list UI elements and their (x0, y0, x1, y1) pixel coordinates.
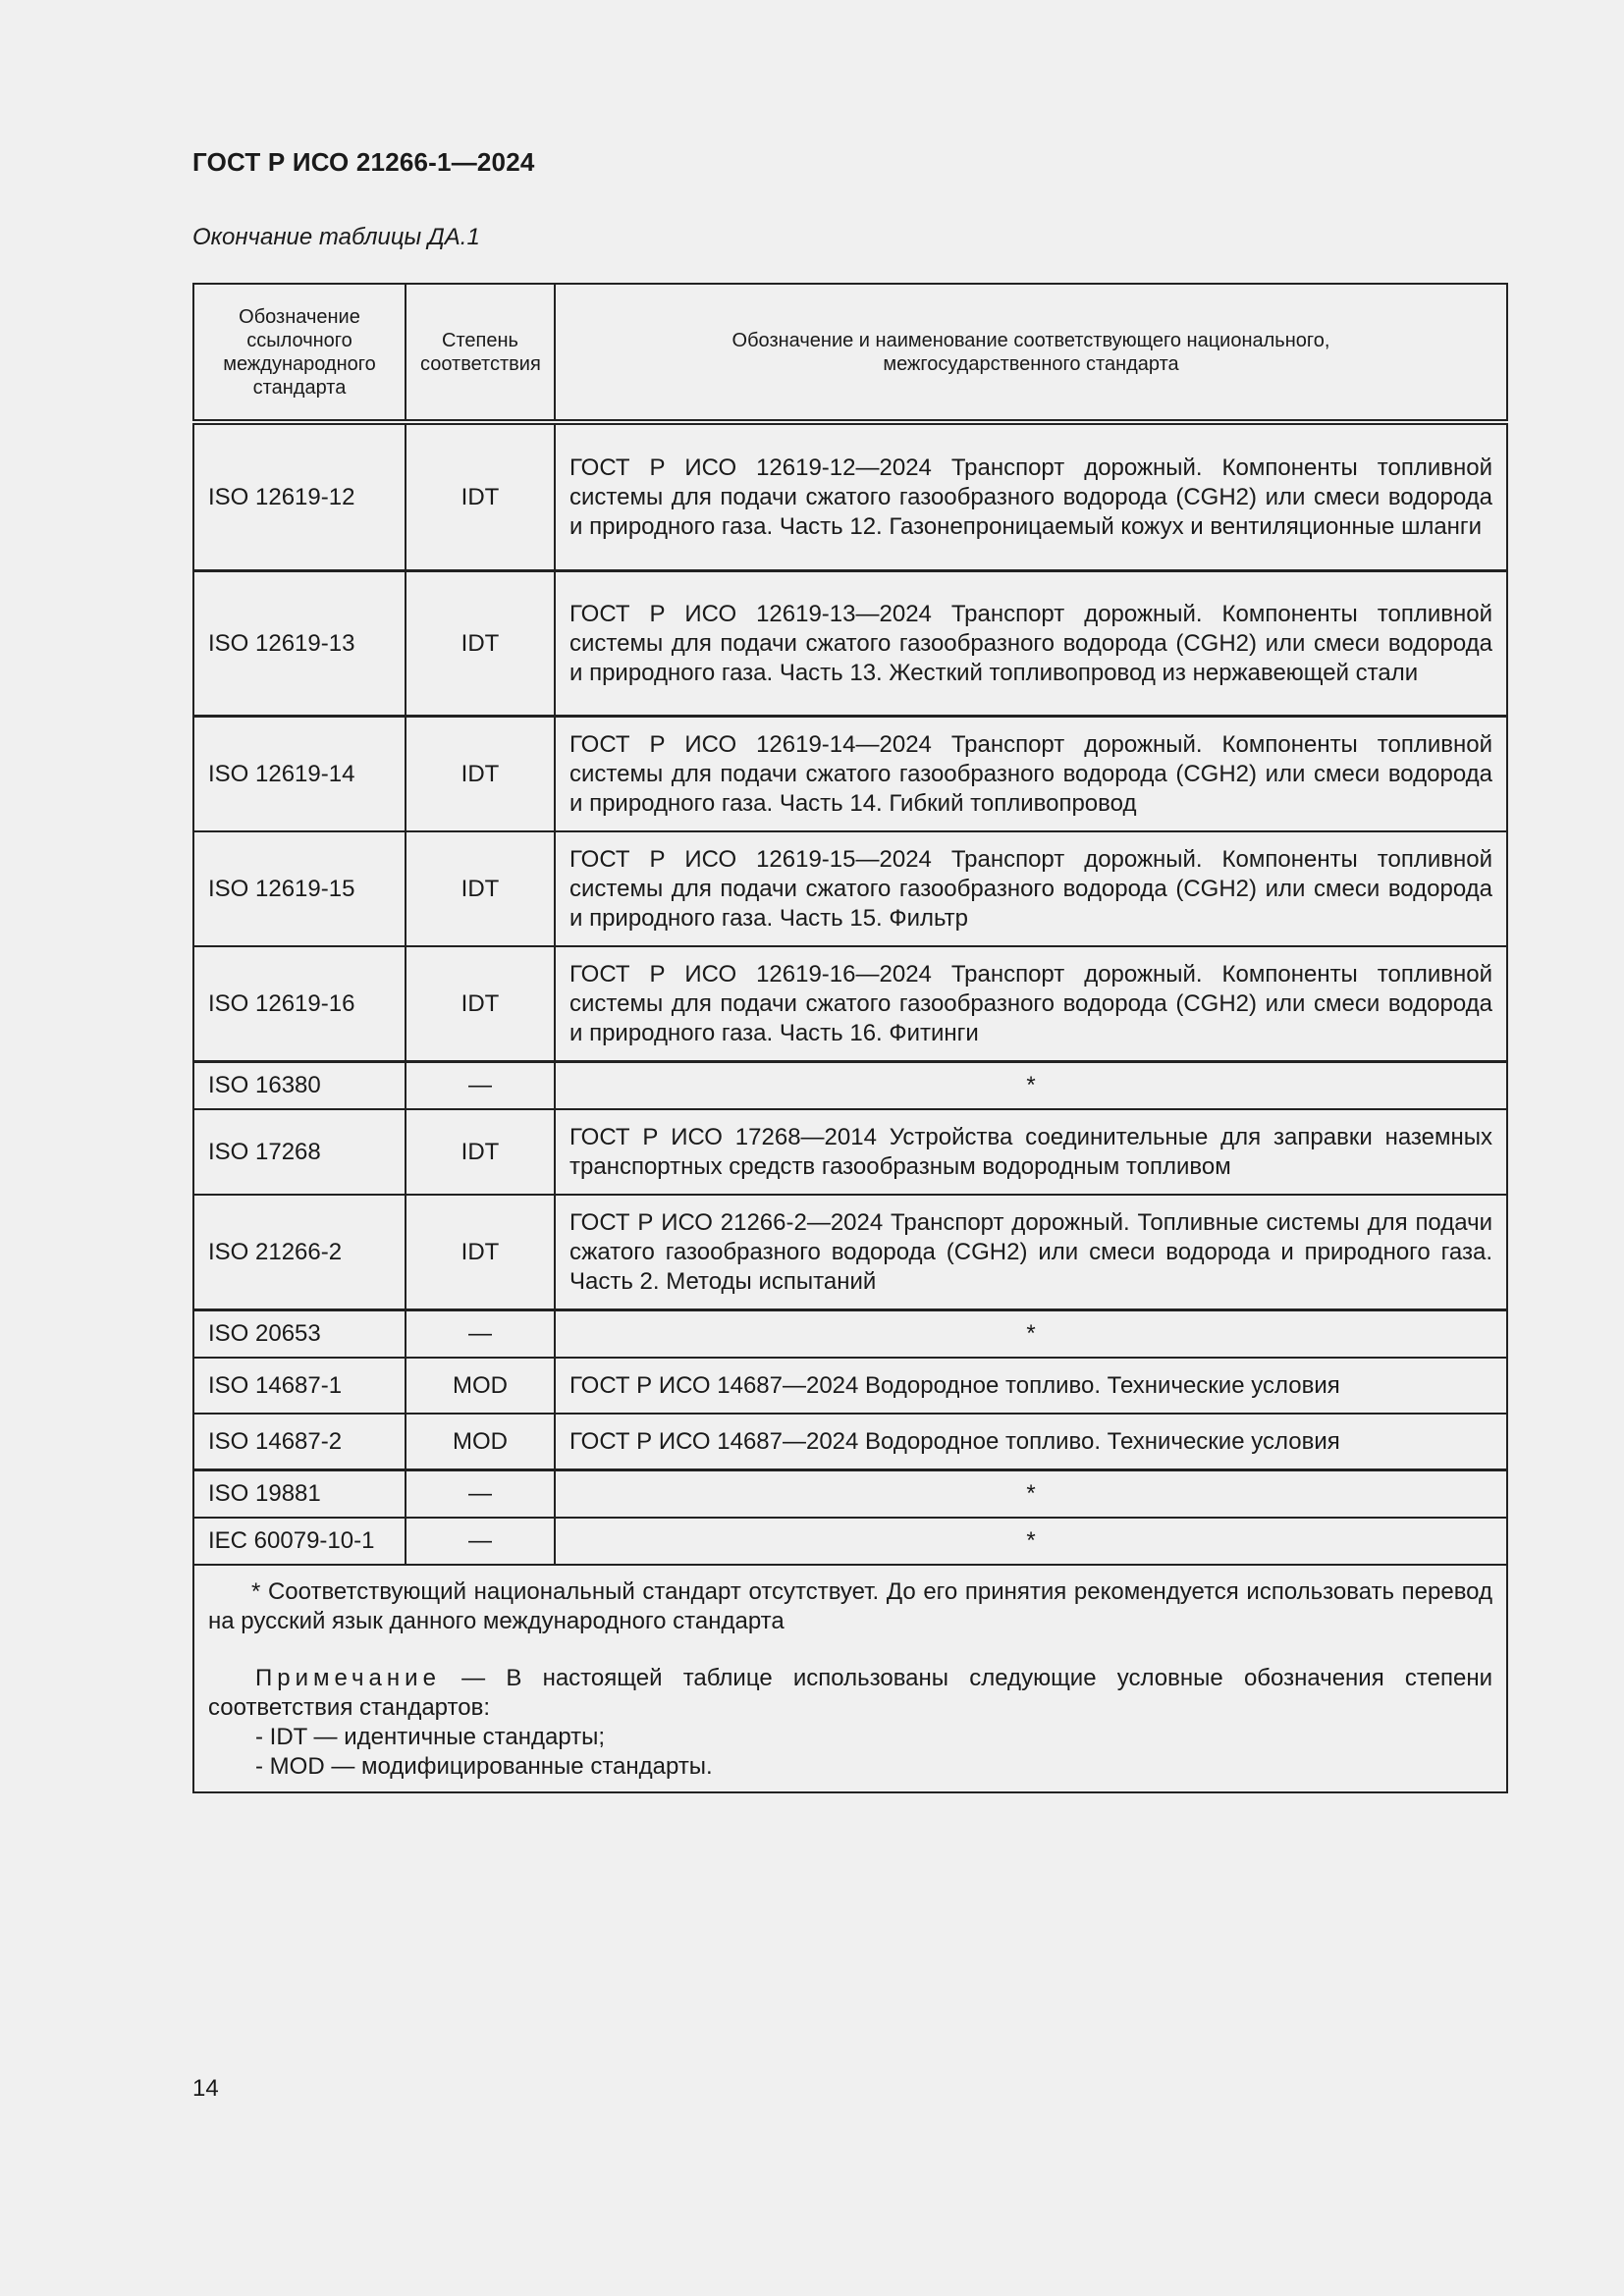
degree-cell: MOD (406, 1414, 555, 1470)
column-header-degree: Степень соответствия (406, 284, 555, 422)
degree-cell: MOD (406, 1358, 555, 1414)
national-standard-cell: * (555, 1518, 1507, 1565)
reference-cell: ISO 19881 (193, 1470, 406, 1519)
reference-cell: ISO 12619-12 (193, 422, 406, 571)
table-row (193, 1414, 1507, 1470)
national-standard-cell: ГОСТ Р ИСО 17268—2014 Устройства соединительные для заправки наземных транспортных средств газообразным водородным топливом (555, 1109, 1507, 1195)
table-row (193, 1518, 1507, 1565)
table-row (193, 571, 1507, 717)
note-list-item: - IDT — идентичные стандарты; (255, 1724, 606, 1750)
reference-cell: ISO 12619-16 (193, 946, 406, 1062)
column-header-national-standard: Обозначение и наименование соответствующего национального, межгосударственного стандарта (555, 284, 1507, 422)
table-row (193, 717, 1507, 832)
national-standard-cell: ГОСТ Р ИСО 12619-16—2024 Транспорт дорожный. Компоненты топливной системы для подачи сжатого газообразного водорода (CGH2) или смеси водорода и природного газа. Часть 16. Фитинги (555, 946, 1507, 1062)
degree-cell: IDT (406, 571, 555, 717)
national-standard-cell: * (555, 1310, 1507, 1359)
table-row (193, 1310, 1507, 1359)
table-row (193, 1470, 1507, 1519)
reference-cell: ISO 20653 (193, 1310, 406, 1359)
note-text: — В настоящей таблице использованы следующие условные обозначения степени соответствия стандартов: (208, 1665, 1492, 1721)
national-standard-cell: ГОСТ Р ИСО 12619-12—2024 Транспорт дорожный. Компоненты топливной системы для подачи сжатого газообразного водорода (CGH2) или смеси водорода и природного газа. Часть 12. Газонепроницаемый кожух и вентиляционные шланги (555, 422, 1507, 571)
degree-cell: — (406, 1518, 555, 1565)
reference-cell: ISO 12619-14 (193, 717, 406, 832)
reference-cell: ISO 12619-15 (193, 831, 406, 946)
table-row (193, 422, 1507, 571)
national-standard-cell: ГОСТ Р ИСО 14687—2024 Водородное топливо. Технические условия (555, 1414, 1507, 1470)
note-label: Примечание (255, 1665, 441, 1691)
national-standard-cell: * (555, 1062, 1507, 1110)
reference-cell: ISO 17268 (193, 1109, 406, 1195)
table-row (193, 831, 1507, 946)
table-row (193, 1109, 1507, 1195)
national-standard-cell: ГОСТ Р ИСО 21266-2—2024 Транспорт дорожный. Топливные системы для подачи сжатого газообразного водорода (CGH2) или смеси водорода и природного газа. Часть 2. Методы испытаний (555, 1195, 1507, 1310)
degree-cell: IDT (406, 422, 555, 571)
reference-cell: ISO 14687-2 (193, 1414, 406, 1470)
degree-cell: IDT (406, 831, 555, 946)
national-standard-cell: ГОСТ Р ИСО 12619-13—2024 Транспорт дорожный. Компоненты топливной системы для подачи сжатого газообразного водорода (CGH2) или смеси водорода и природного газа. Часть 13. Жесткий топливопровод из нержавеющей стали (555, 571, 1507, 717)
table-row (193, 1195, 1507, 1310)
national-standard-cell: ГОСТ Р ИСО 12619-15—2024 Транспорт дорожный. Компоненты топливной системы для подачи сжатого газообразного водорода (CGH2) или смеси водорода и природного газа. Часть 15. Фильтр (555, 831, 1507, 946)
reference-cell: ISO 14687-1 (193, 1358, 406, 1414)
national-standard-cell: * (555, 1470, 1507, 1519)
page-number: 14 (192, 2075, 219, 2102)
degree-cell: — (406, 1062, 555, 1110)
reference-cell: ISO 21266-2 (193, 1195, 406, 1310)
note-paragraph (208, 1664, 1492, 1723)
reference-cell: ISO 12619-13 (193, 571, 406, 717)
degree-cell: — (406, 1310, 555, 1359)
national-standard-cell: ГОСТ Р ИСО 14687—2024 Водородное топливо. Технические условия (555, 1358, 1507, 1414)
note-list-item: - MOD — модифицированные стандарты. (255, 1753, 713, 1780)
table-row (193, 946, 1507, 1062)
table-row (193, 1358, 1507, 1414)
standards-table (192, 283, 1508, 1793)
national-standard-cell: ГОСТ Р ИСО 12619-14—2024 Транспорт дорожный. Компоненты топливной системы для подачи сжатого газообразного водорода (CGH2) или смеси водорода и природного газа. Часть 14. Гибкий топливопровод (555, 717, 1507, 832)
table-notes (193, 1565, 1507, 1792)
degree-cell: IDT (406, 946, 555, 1062)
table-header-row (193, 284, 1507, 422)
degree-cell: IDT (406, 1109, 555, 1195)
table-notes-row (193, 1565, 1507, 1792)
table-caption: Окончание таблицы ДА.1 (192, 224, 480, 250)
document-header: ГОСТ Р ИСО 21266-1—2024 (192, 147, 535, 177)
table-row (193, 1062, 1507, 1110)
reference-cell: ISO 16380 (193, 1062, 406, 1110)
column-header-reference: Обозначение ссылочного международного стандарта (193, 284, 406, 422)
degree-cell: — (406, 1470, 555, 1519)
reference-cell: IEC 60079-10-1 (193, 1518, 406, 1565)
degree-cell: IDT (406, 717, 555, 832)
degree-cell: IDT (406, 1195, 555, 1310)
footnote: * Соответствующий национальный стандарт отсутствует. До его принятия рекомендуется использовать перевод на русский язык данного международного стандарта (208, 1578, 1492, 1634)
